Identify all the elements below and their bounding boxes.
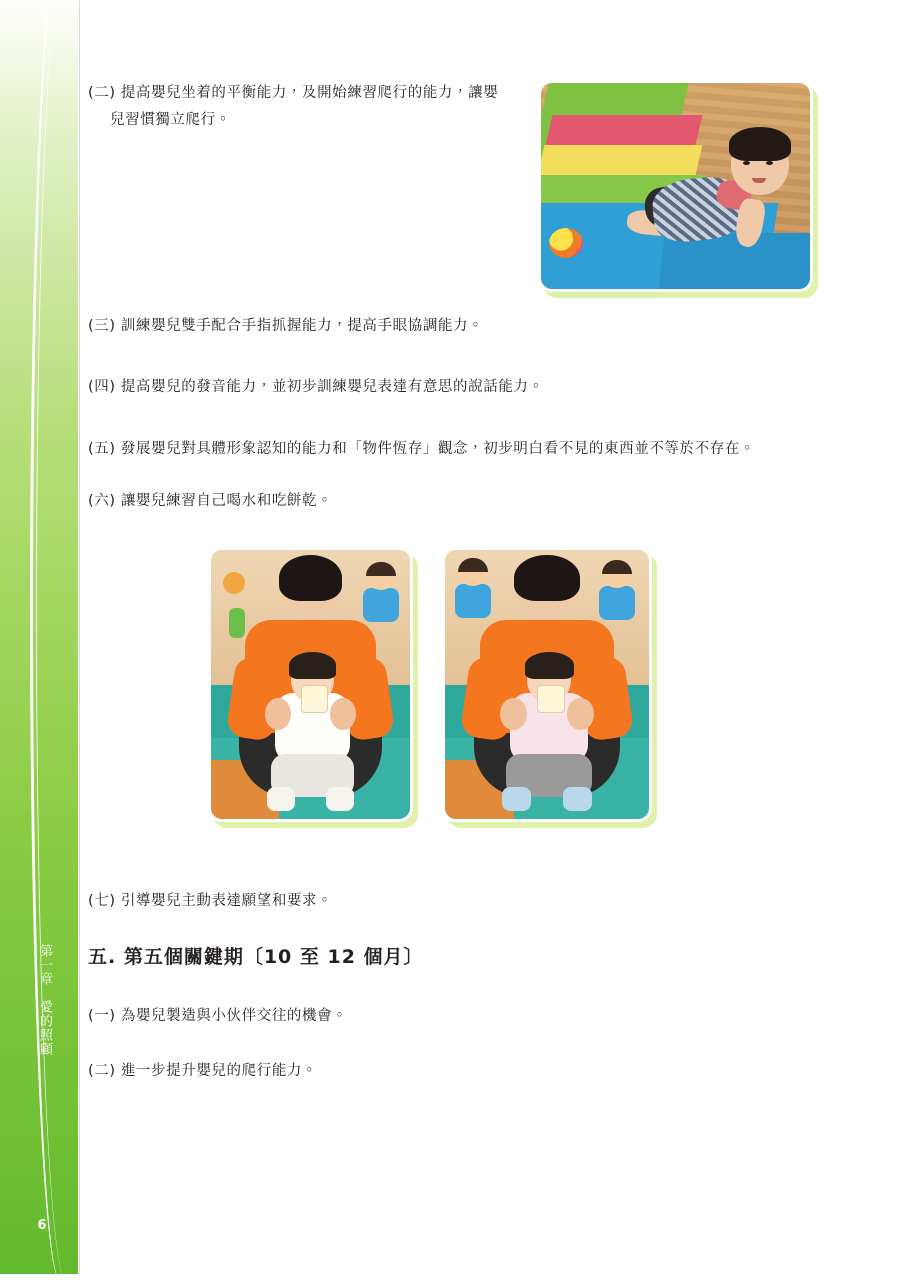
photo1-baby-eye-left xyxy=(743,161,750,165)
photo1-mat-yellow xyxy=(538,145,702,175)
photo3-baby-hair xyxy=(525,652,574,679)
paragraph-item-5 xyxy=(88,436,888,463)
photo3-baby-sock-right xyxy=(563,787,592,811)
paragraph-item-7 xyxy=(88,888,788,915)
photo2-cartoon-hair xyxy=(366,562,396,576)
photo2-wall-shape xyxy=(229,608,245,638)
paragraph-item-2-line2: 兒習慣獨立爬行。 xyxy=(110,112,231,128)
photo3-wall-cartoon-right xyxy=(597,562,637,632)
photo2-cup xyxy=(301,685,329,714)
paragraph-after-heading-2 xyxy=(88,1058,788,1085)
photo1-toy-ball xyxy=(549,228,583,258)
paragraph-item-6-line1: (六) 讓嬰兒練習自己喝水和吃餅乾。 xyxy=(88,493,333,509)
paragraph-after-heading-1 xyxy=(88,1003,788,1030)
paragraph-after-heading-1-line1: (一) 為嬰兒製造與小伙伴交往的機會。 xyxy=(88,1008,348,1024)
photo1-mat-blue-2 xyxy=(657,233,813,292)
photo2-baby-hair xyxy=(289,652,337,679)
paragraph-item-7-line1: (七) 引導嬰兒主動表達願望和要求。 xyxy=(88,893,333,909)
photo2-wall-cartoon xyxy=(361,564,401,634)
paragraph-item-4 xyxy=(88,374,848,401)
photo2-wall-circle xyxy=(223,572,245,594)
photo-feeding-left xyxy=(208,547,413,822)
photo3-adult-hand-right xyxy=(567,698,594,730)
photo2-adult-hand-left xyxy=(265,698,291,730)
paragraph-item-5-line1: (五) 發展嬰兒對具體形象認知的能力和「物件恆存」觀念，初步明白看不見的東西並不等於不存在。 xyxy=(88,441,756,457)
photo3-cartoon-body-right xyxy=(599,586,635,620)
photo3-cartoon-hair-right xyxy=(602,560,632,574)
photo2-adult-hair xyxy=(279,555,343,601)
photo3-baby-sock-left xyxy=(502,787,531,811)
chapter-label-bottom: 愛的照顧 xyxy=(37,1000,52,1056)
paragraph-after-heading-2-line1: (二) 進一步提升嬰兒的爬行能力。 xyxy=(88,1063,318,1079)
paragraph-item-3 xyxy=(88,313,788,340)
photo2-baby-sock-left xyxy=(267,787,295,811)
paragraph-item-2-line1: (二) 提高嬰兒坐着的平衡能力，及開始練習爬行的能力，讓嬰 xyxy=(88,85,499,101)
chapter-label-top: 第一章 xyxy=(37,944,52,986)
photo3-adult-hair xyxy=(514,555,579,601)
left-decorative-band xyxy=(0,0,78,1274)
photo3-adult-hand-left xyxy=(500,698,527,730)
chapter-label xyxy=(31,944,53,1056)
paragraph-item-3-line1: (三) 訓練嬰兒雙手配合手指抓握能力，提高手眼協調能力。 xyxy=(88,318,484,334)
photo1-mat-pink xyxy=(546,115,703,145)
photo1-baby-hair xyxy=(729,127,791,161)
photo3-cup xyxy=(537,685,566,714)
photo1-baby-eye-right xyxy=(766,161,773,165)
photo-feeding-right xyxy=(442,547,652,822)
photo3-cartoon-body-left xyxy=(455,584,491,618)
page-number: 6 xyxy=(37,1218,47,1233)
photo3-wall-cartoon-left xyxy=(453,560,493,630)
photo2-cartoon-body xyxy=(363,588,399,622)
photo2-baby-sock-right xyxy=(326,787,354,811)
paragraph-item-4-line1: (四) 提高嬰兒的發音能力，並初步訓練嬰兒表達有意思的說話能力。 xyxy=(88,379,544,395)
section-heading: 五. 第五個關鍵期〔10 至 12 個月〕 xyxy=(88,946,424,968)
photo3-cartoon-hair-left xyxy=(458,558,488,572)
paragraph-item-6 xyxy=(88,488,788,515)
page-content xyxy=(80,0,900,1274)
paragraph-item-2 xyxy=(88,80,508,134)
photo-crawling-baby xyxy=(538,80,813,292)
